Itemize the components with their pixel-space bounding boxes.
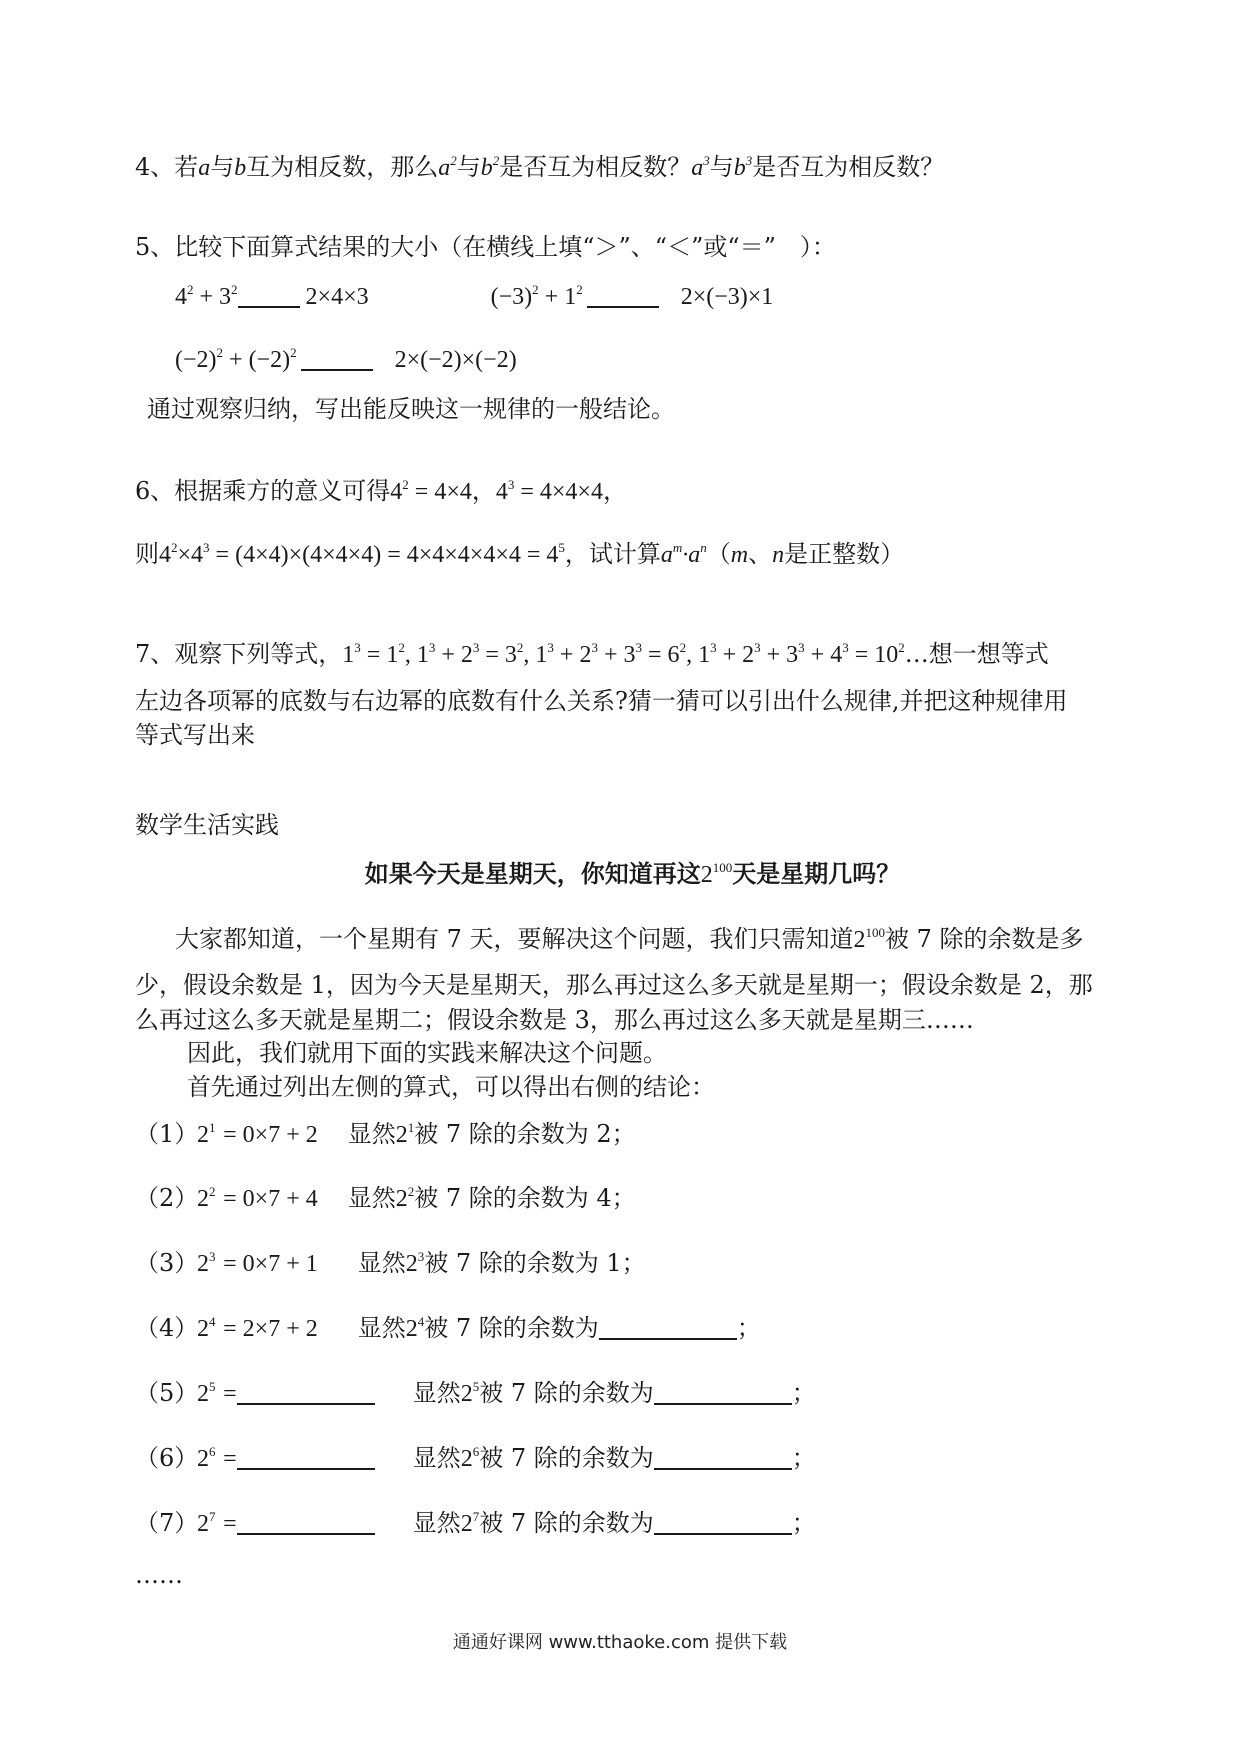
item-equation: =: [223, 1381, 237, 1407]
item-result-text: 被 7 除的余数为 2；: [414, 1120, 636, 1148]
question-6-line-2: 则$4^2\times 4^3 = (4\times 4)\times(4\times 4\times 4) = 4\times 4\times 4\times 4\times 4 = 4^5$，试计算$a^m\cdot a^n(m$、n是正整数）: [135, 540, 905, 568]
var-b: b: [234, 155, 247, 181]
item-result-text: 被 7 除的余数为: [479, 1379, 654, 1407]
q6-expr-2: $4^3 = 4\times 4\times 4$: [495, 477, 603, 505]
item-power: $2^6$: [197, 1444, 216, 1472]
item-result-text: 被 7 除的余数为 4；: [414, 1184, 636, 1212]
item-result-power: $2^3$: [405, 1249, 425, 1277]
item-equation: =: [223, 1446, 237, 1472]
q6-expansion: = (4×4)×(4×4×4) = 4×4×4×4×4 =: [215, 542, 541, 568]
item-result-prefix: 显然: [412, 1509, 461, 1537]
item-result-power: $2^5$: [460, 1379, 480, 1407]
item-result-power: $2^2$: [395, 1184, 415, 1212]
equation-blank[interactable]: [237, 1377, 375, 1405]
item-power: $2^7$: [197, 1509, 216, 1537]
question-number: 4、: [135, 153, 175, 181]
item-result-text: 被 7 除的余数为: [479, 1509, 654, 1537]
exercise-item: [135, 1246, 1130, 1281]
item-result-power: $2^1$: [395, 1120, 415, 1148]
exercise-item: [135, 1117, 1130, 1152]
question-7-line-1: [135, 637, 1130, 672]
q4-text-with-2: 与: [709, 153, 734, 181]
item-equation: = 0×7 + 2: [223, 1122, 318, 1148]
q5-expr-3: $(-2)^2 + (-2)^2$: [175, 345, 297, 373]
item-power: $2^4$: [197, 1314, 216, 1342]
q5-expr-2: $(-3)^2 + 1^2$: [490, 282, 583, 310]
paragraph-line-2: 少，假设余数是 1，因为今天是星期天，那么再过这么多天就是星期一；假设余数是 2，那: [135, 971, 1093, 999]
q5-expression-row-1: [175, 280, 1130, 314]
answer-blank[interactable]: [587, 280, 659, 308]
q5-conclusion: 通过观察归纳，写出能反映这一规律的一般结论。: [147, 395, 675, 423]
item-label: （4）: [135, 1314, 199, 1342]
q5-expr-3-right: 2×(−2)×(−2): [394, 347, 517, 373]
item-label: （2）: [135, 1184, 199, 1212]
exercise-item: $(5)2^5$ = 显然$2^5$被 7 除的余数为 ；: [135, 1376, 1130, 1411]
item-power: $2^5$: [197, 1379, 216, 1407]
paragraph-line-1: 大家都知道，一个星期有 7 天，要解决这个问题，我们只需知道$2^{100}$被 7 除的余数是多: [175, 925, 1084, 953]
equation-blank[interactable]: [237, 1442, 375, 1470]
q4-text-5: 是否互为相反数？: [752, 153, 945, 181]
item-result-prefix: 显然: [347, 1120, 396, 1148]
remainder-blank[interactable]: [654, 1507, 792, 1535]
practice-title: 如果今天是星期天，你知道再这$2^{100}$天是星期几吗？: [364, 859, 901, 888]
expr-b-cubed: $b^3$: [733, 153, 753, 181]
var-a: a: [198, 155, 211, 181]
item-label: （6）: [135, 1444, 199, 1472]
question-4: [135, 150, 1130, 185]
q5-expr-2-right: 2×(−3)×1: [680, 284, 774, 310]
expr-b-squared: $b^2$: [480, 153, 500, 181]
ellipsis: ……: [135, 1561, 183, 1589]
item-result-text: 被 7 除的余数为 1；: [424, 1249, 646, 1277]
item-label: （3）: [135, 1249, 199, 1277]
item-result-power: $2^7$: [460, 1509, 480, 1537]
expr-a-cubed: $a^3$: [691, 153, 710, 181]
q6-result: $4^5$: [540, 540, 565, 568]
remainder-blank[interactable]: [599, 1312, 737, 1340]
item-equation: = 0×7 + 4: [223, 1186, 318, 1212]
q7-prefix: 7、观察下列等式，: [135, 640, 343, 668]
item-equation: = 0×7 + 1: [223, 1251, 318, 1277]
item-power: $2^3$: [197, 1249, 216, 1277]
q7-equations: $1^3 = 1^2$, $1^3 + 2^3 = 3^2$, $1^3 + 2^3 + 3^3 = 6^2$, $1^3 + 2^3 + 3^3 + 4^3 = 10^2$: [342, 640, 905, 668]
paragraph-line-3: 么再过这么多天就是星期二；假设余数是 3，那么再过这么多天就是星期三……: [135, 1006, 974, 1034]
exercise-item: [135, 1181, 1130, 1216]
q5-expression-row-2: [175, 343, 1130, 377]
item-result-prefix: 显然: [357, 1314, 406, 1342]
q6-compute: ，试计算: [564, 540, 661, 568]
q4-text-4: 是否互为相反数？: [499, 153, 692, 181]
item-result-power: $2^6$: [460, 1444, 480, 1472]
item-power: $2^1$: [197, 1120, 216, 1148]
item-result-prefix: 显然: [412, 1379, 461, 1407]
item-result-prefix: 显然: [412, 1444, 461, 1472]
q6-product: $4^2\times 4^3$: [159, 540, 210, 568]
answer-blank[interactable]: [238, 280, 300, 308]
remainder-blank[interactable]: [654, 1377, 792, 1405]
item-equation: =: [223, 1511, 237, 1537]
q6-target-expr: $a^m\cdot a^n$: [660, 540, 707, 568]
question-7-line-3: 等式写出来: [135, 721, 255, 749]
question-6-line-1: 6、根据乘方的意义可得$4^2 = 4\times 4$，$4^3 = 4\times 4\times 4$，: [135, 477, 627, 505]
section-heading: 数学生活实践: [135, 811, 279, 839]
item-result-text: 被 7 除的余数为: [424, 1314, 599, 1342]
item-equation: = 2×7 + 2: [223, 1316, 318, 1342]
paragraph-line-4: 因此，我们就用下面的实践来解决这个问题。: [187, 1039, 667, 1067]
exercise-item: $(4)2^4 = 2\times 7 + 2$ 显然$2^4$被 7 除的余数为 ；: [135, 1311, 1130, 1346]
q5-expr-1-right: 2×4×3: [305, 284, 369, 310]
item-power: $2^2$: [197, 1184, 216, 1212]
q4-text-3: 互为相反数，那么: [246, 153, 439, 181]
exercise-item: $(7)2^7$ = 显然$2^7$被 7 除的余数为 ；: [135, 1506, 1130, 1541]
question-7-line-2: 左边各项幂的底数与右边幂的底数有什么关系?猜一猜可以引出什么规律,并把这种规律用: [135, 687, 1068, 715]
item-label: （5）: [135, 1379, 199, 1407]
q4-text-2: 与: [210, 153, 235, 181]
q4-text-with: 与: [456, 153, 481, 181]
paragraph-line-5: 首先通过列出左侧的算式，可以得出右侧的结论：: [187, 1073, 715, 1101]
q6-prefix: 6、根据乘方的意义可得: [135, 477, 391, 505]
q5-expr-1: $4^2 + 3^2$: [175, 282, 238, 310]
item-result-text: 被 7 除的余数为: [479, 1444, 654, 1472]
item-result-prefix: 显然: [347, 1184, 396, 1212]
item-label: （1）: [135, 1120, 199, 1148]
exercise-item: $(6)2^6$ = 显然$2^6$被 7 除的余数为 ；: [135, 1441, 1130, 1476]
q7-suffix: …想一想等式: [904, 640, 1049, 668]
item-result-prefix: 显然: [357, 1249, 406, 1277]
q6-then: 则: [135, 540, 159, 568]
q6-tail: 是正整数）: [784, 540, 905, 568]
remainder-blank[interactable]: [654, 1442, 792, 1470]
q4-text-1: 若: [174, 153, 199, 181]
expr-a-squared: $a^2$: [438, 153, 457, 181]
question-5-intro: 5、比较下面算式结果的大小（在横线上填“＞”、“＜”或“＝” ）：: [135, 233, 836, 261]
footer-credit: 通通好课网 www.tthaoke.com 提供下载: [452, 1632, 788, 1653]
item-label: （7）: [135, 1509, 199, 1537]
answer-blank[interactable]: [301, 343, 373, 371]
item-result-power: $2^4$: [405, 1314, 425, 1342]
q6-expr-1: $4^2 = 4\times 4$: [390, 477, 472, 505]
equation-blank[interactable]: [237, 1507, 375, 1535]
